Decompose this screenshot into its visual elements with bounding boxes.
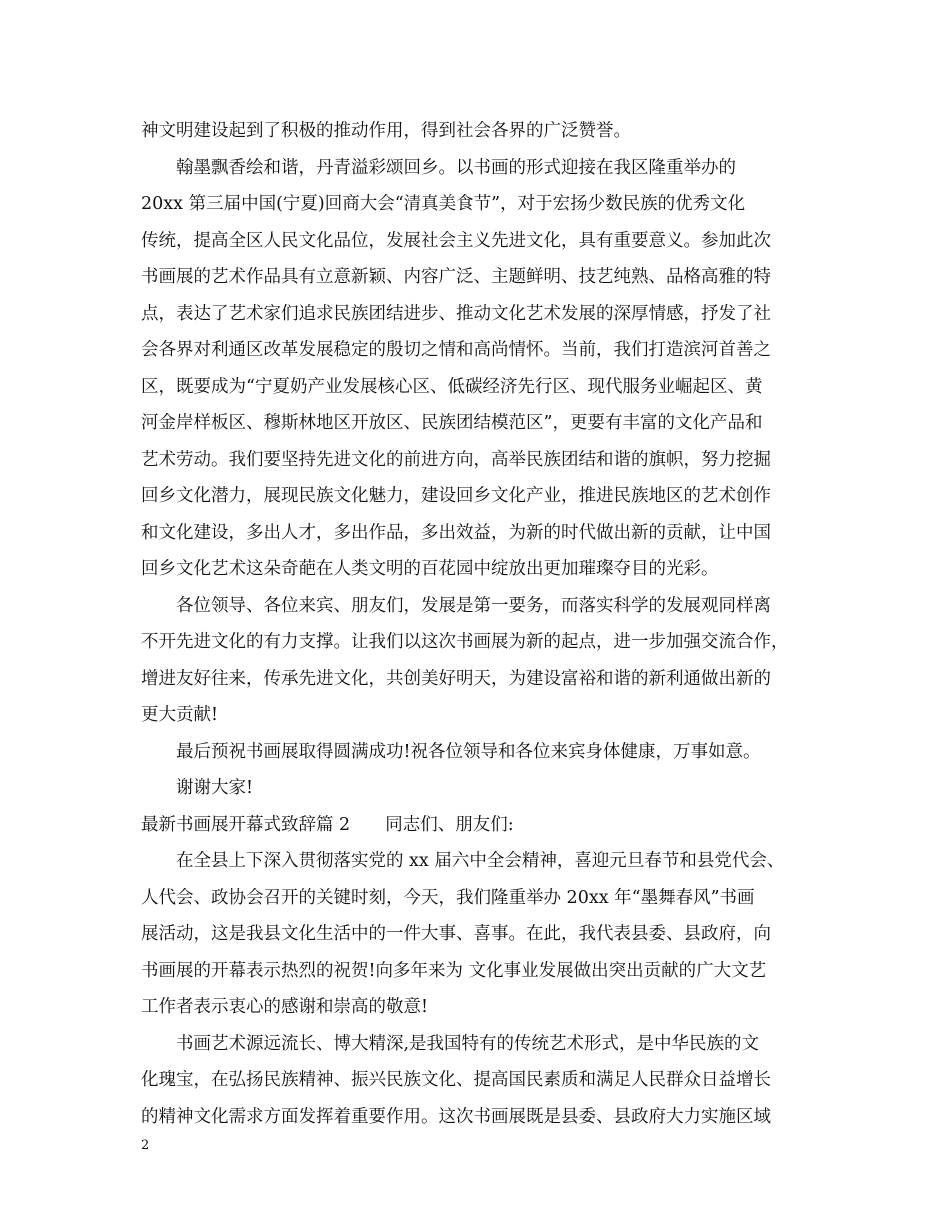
text-line: 的精神文化需求方面发挥着重要作用。这次书画展既是县委、县政府大力实施区域	[141, 1106, 771, 1127]
page-number: 2	[141, 1138, 150, 1153]
paragraph-first-line: 书画艺术源远流长、博大精深,是我国特有的传统艺术形式，是中华民族的文	[176, 1033, 760, 1054]
text-line: 区，既要成为“宁夏奶产业发展核心区、低碳经济先行区、现代服务业崛起区、黄	[141, 376, 763, 397]
text-line: 工作者表示衷心的感谢和崇高的敬意!	[141, 997, 429, 1017]
text-line: 人代会、政协会召开的关键时刻，今天，我们隆重举办 20xx 年“墨舞春风”书画	[141, 887, 755, 908]
text-line: 化瑰宝，在弘扬民族精神、振兴民族文化、提高国民素质和满足人民群众日益增长	[141, 1070, 771, 1090]
text-line: 不开先进文化的有力支撑。让我们以这次书画展为新的起点，进一步加强交流合作，	[141, 632, 789, 652]
text-line: 和文化建设，多出人才，多出作品，多出效益，为新的时代做出新的贡献，让中国	[141, 522, 771, 543]
text-line: 传统，提高全区人民文化品位，发展社会主义先进文化，具有重要意义。参加此次	[141, 230, 771, 251]
text-line: 会各界对利通区改革发展稳定的殷切之情和高尚情怀。当前，我们打造滨河首善之	[141, 340, 771, 360]
text-line: 书画展的艺术作品具有立意新颖、内容广泛、主题鲜明、技艺纯熟、品格高雅的特	[141, 267, 771, 287]
paragraph-first-line: 在全县上下深入贯彻落实党的 xx 届六中全会精神，喜迎元旦春节和县党代会、	[176, 851, 785, 871]
paragraph-first-line: 谢谢大家!	[176, 778, 254, 798]
document-body	[141, 113, 813, 1135]
text-line: 回乡文化潜力，展现民族文化魅力，建设回乡文化产业，推进民族地区的艺术创作	[141, 486, 771, 506]
text-line: 回乡文化艺术这朵奇葩在人类文明的百花园中绽放出更加璀璨夺目的光彩。	[141, 559, 719, 579]
text-line: 增进友好往来，传承先进文化，共创美好明天，为建设富裕和谐的新利通做出新的	[141, 668, 771, 689]
text-line: 20xx 第三届中国(宁夏)回商大会“清真美食节”，对于宏扬少数民族的优秀文化	[141, 194, 746, 214]
text-line: 最新书画展开幕式致辞篇 2 同志们、朋友们:	[141, 814, 514, 835]
text-line: 更大贡献!	[141, 705, 219, 725]
text-line: 书画展的开幕表示热烈的祝贺!向多年来为 文化事业发展做出突出贡献的广大文艺	[141, 960, 767, 981]
text-line: 艺术劳动。我们要坚持先进文化的前进方向，高举民族团结和谐的旗帜，努力挖掘	[141, 449, 771, 470]
paragraph-first-line: 翰墨飘香绘和谐，丹青溢彩颂回乡。以书画的形式迎接在我区隆重举办的	[176, 157, 736, 178]
text-line: 点，表达了艺术家们追求民族团结进步、推动文化艺术发展的深厚情感，抒发了社	[141, 303, 771, 324]
paragraph-first-line: 最后预祝书画展取得圆满成功!祝各位领导和各位来宾身体健康，万事如意。	[176, 741, 761, 762]
text-line: 河金岸样板区、穆斯林地区开放区、民族团结模范区”，更要有丰富的文化产品和	[141, 413, 763, 433]
paragraph-first-line: 各位领导、各位来宾、朋友们，发展是第一要务，而落实科学的发展观同样离	[176, 595, 771, 616]
text-line: 神文明建设起到了积极的推动作用，得到社会各界的广泛赞誉。	[141, 121, 631, 141]
text-line: 展活动，这是我县文化生活中的一件大事、喜事。在此，我代表县委、县政府，向	[141, 924, 771, 944]
